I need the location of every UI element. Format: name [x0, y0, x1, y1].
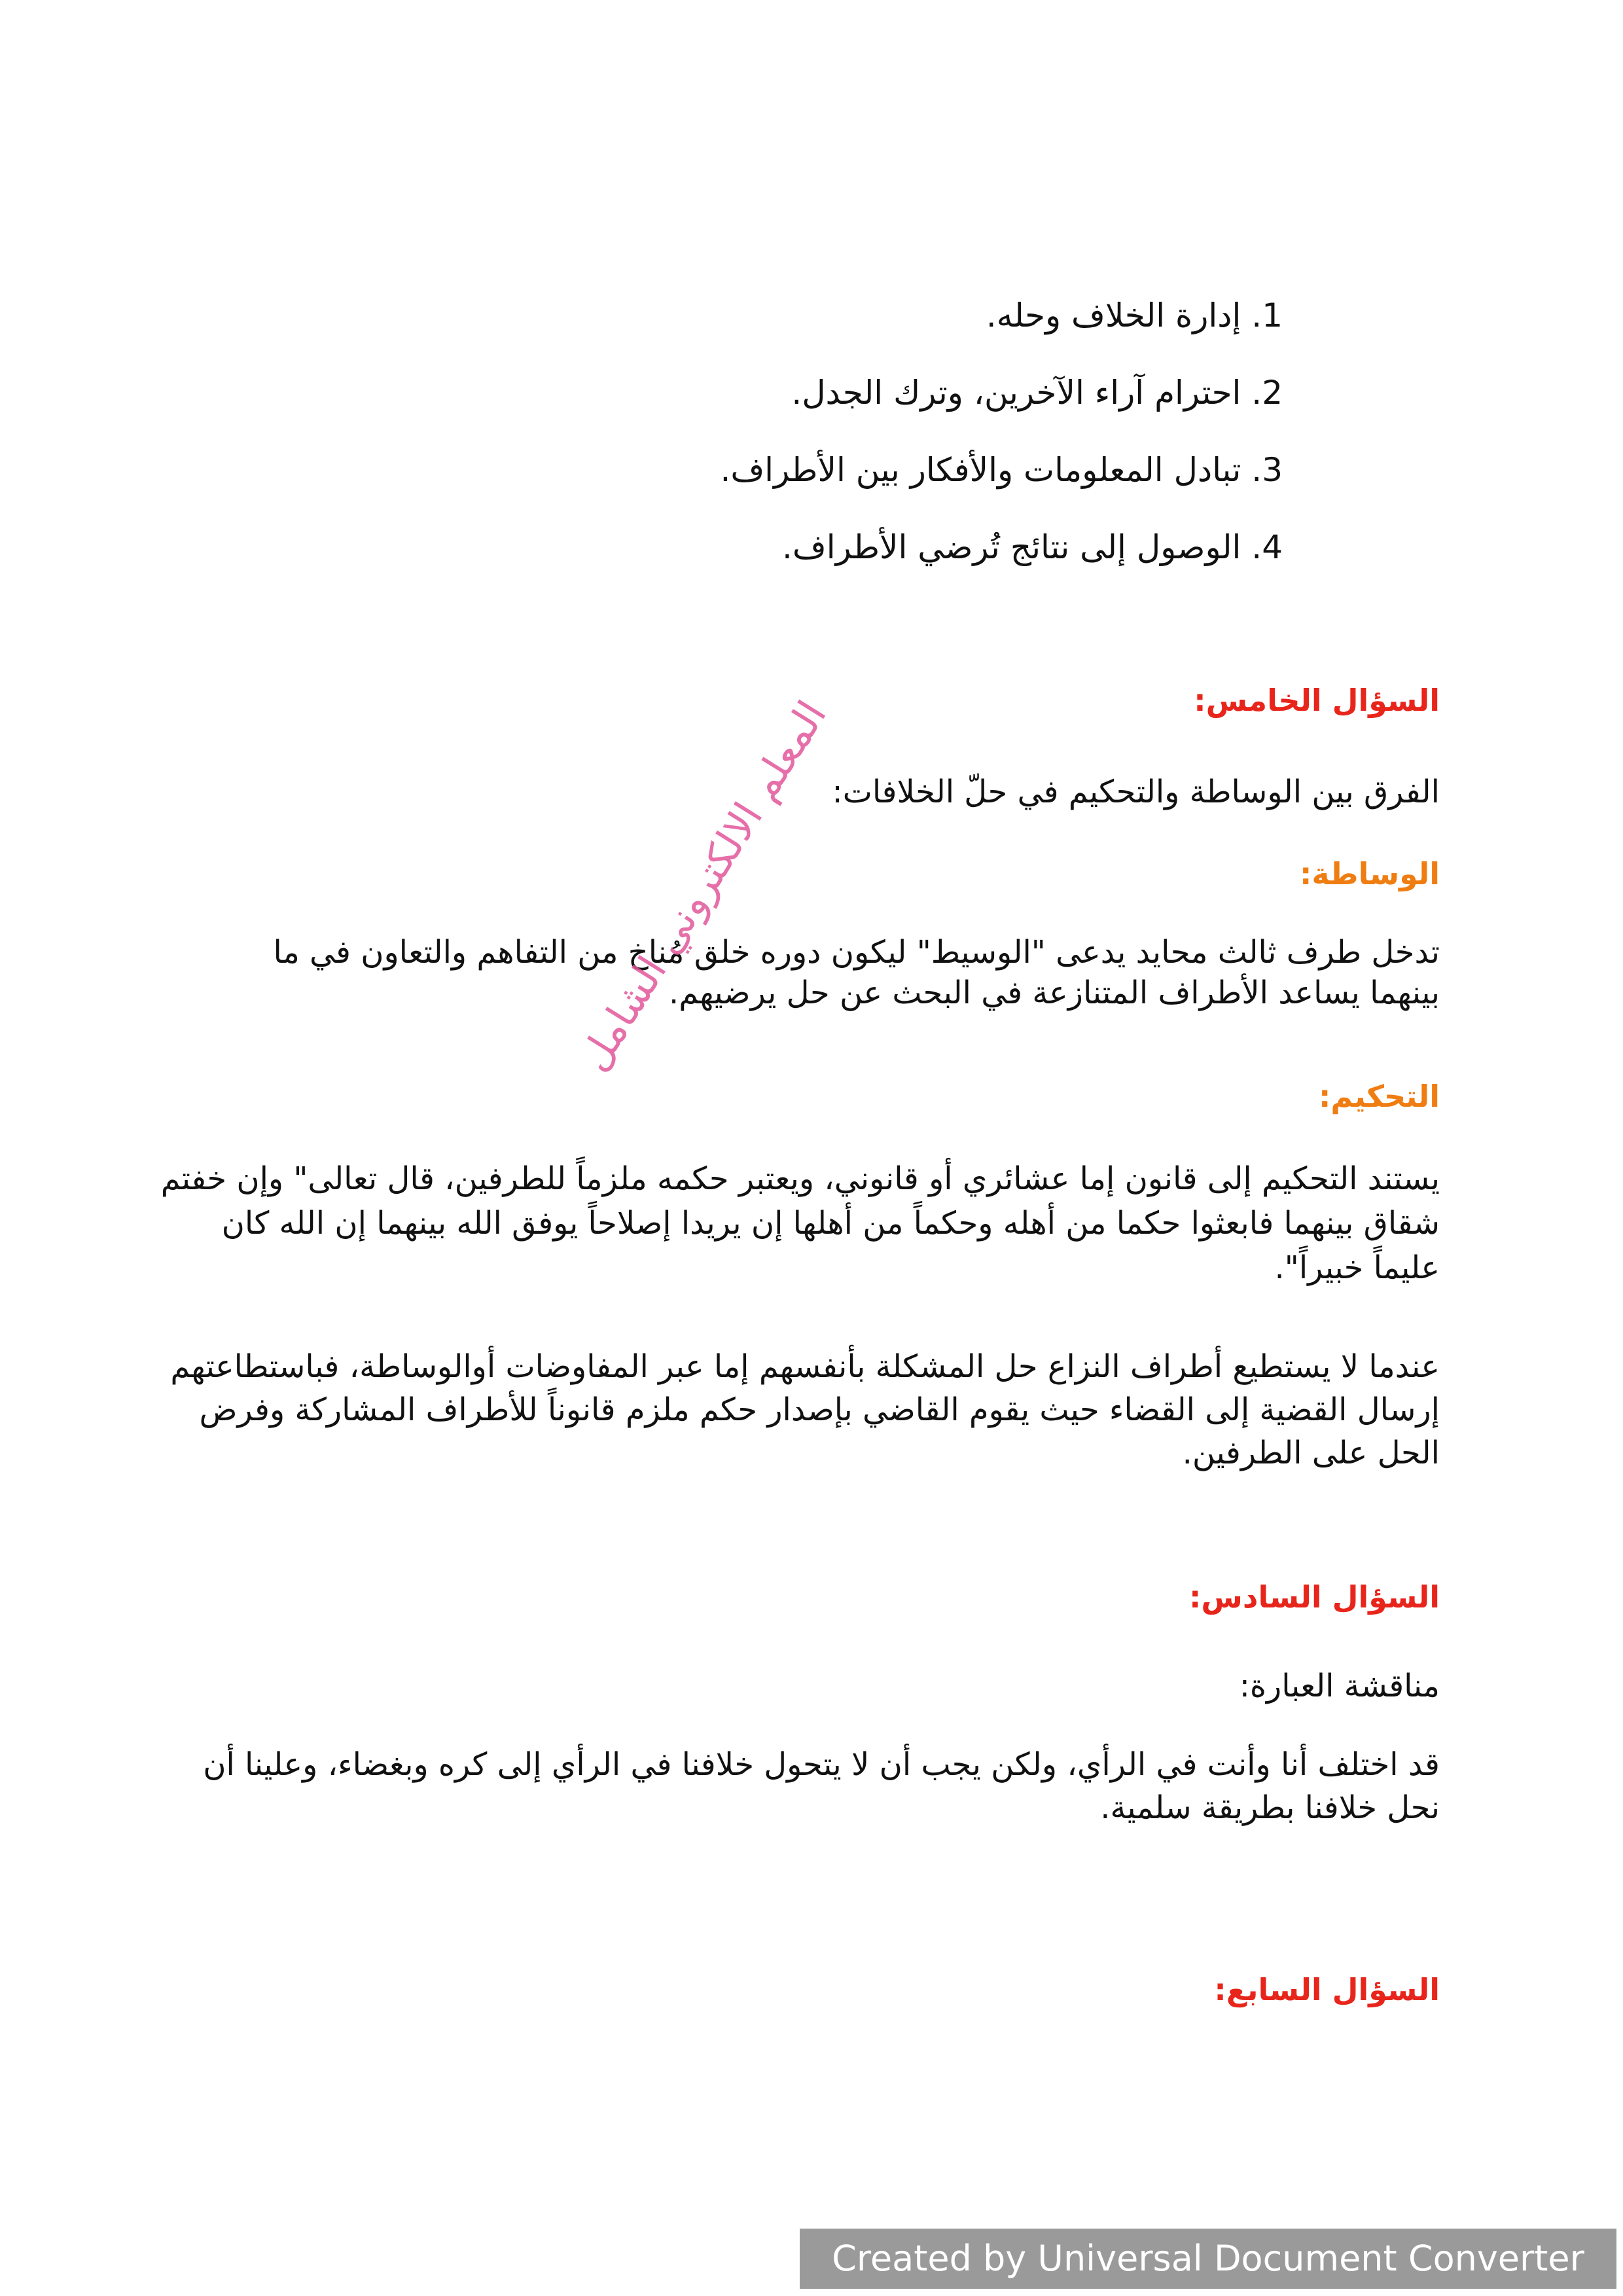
question-6-paragraph: قد اختلف أنا وأنت في الرأي، ولكن يجب أن لا يتحول خلافنا في الرأي إلى كره وبغضاء، وعلينا أن نحل خلافنا بطريقة سلمية. [203, 1746, 1440, 1826]
question-5-intro: الفرق بين الوساطة والتحكيم في حلّ الخلافات: [832, 774, 1440, 810]
question-5-heading: السؤال الخامس: [1194, 683, 1440, 718]
converter-footer-banner: Created by Universal Document Converter [800, 2229, 1616, 2289]
arbitration-paragraph-2: عندما لا يستطيع أطراف النزاع حل المشكلة بأنفسهم إما عبر المفاوضات أوالوساطة، فباستطاعتهم إرسال القضية إلى القضاء حيث يقوم القاضي بإصدار حكم ملزم قانوناً للأطراف المشاركة وفرض الحل على الطرفين. [170, 1348, 1440, 1471]
mediation-heading: الوساطة: [1299, 856, 1440, 891]
list-item: 2. احترام آراء الآخرين، وترك الجدل. [791, 374, 1283, 412]
arbitration-paragraph: يستند التحكيم إلى قانون إما عشائري أو قانوني، ويعتبر حكمه ملزماً للطرفين، قال تعالى" وإن خفتم شقاق بينهما فابعثوا حكما من أهله وحكماً من أهلها إن يريدا إصلاحاً يوفق الله بينهما إن الله كان عليماً خبيراً". [160, 1160, 1440, 1286]
list-item: 1. إدارة الخلاف وحله. [986, 296, 1283, 334]
mediation-paragraph: تدخل طرف ثالث محايد يدعى "الوسيط" ليكون دوره خلق مُناخ من التفاهم والتعاون في ما بينهما يساعد الأطراف المتنازعة في البحث عن حل يرضيهم. [273, 934, 1440, 1011]
question-7-heading: السؤال السابع: [1214, 1972, 1440, 2007]
watermark-text: المعلم الالكتروني الشامل [569, 692, 836, 1079]
question-6-intro: مناقشة العبارة: [1239, 1668, 1440, 1704]
list-item: 4. الوصول إلى نتائج تُرضي الأطراف. [781, 528, 1283, 566]
list-item: 3. تبادل المعلومات والأفكار بين الأطراف. [720, 451, 1283, 489]
arbitration-heading: التحكيم: [1319, 1079, 1440, 1114]
question-6-heading: السؤال السادس: [1189, 1579, 1440, 1615]
